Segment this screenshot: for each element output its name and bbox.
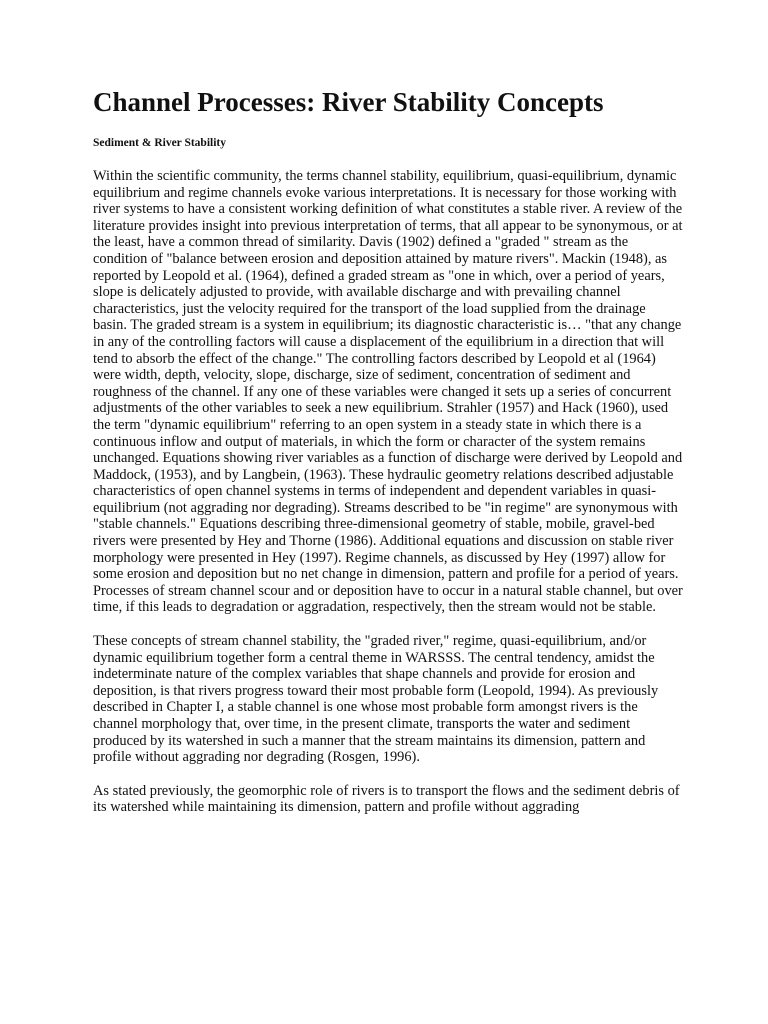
section-subtitle: Sediment & River Stability	[93, 137, 226, 149]
page-title: Channel Processes: River Stability Concepts	[93, 87, 604, 117]
paragraph-2: These concepts of stream channel stability, the "graded river," regime, quasi-equilibrium, and/or dynamic equilibrium together form a central theme in WARSSS. The central tendency, amidst the indeterminate nature of the complex variables that shape channels and provide for erosion and deposition, is that rivers progress toward their most probable form (Leopold, 1994). As previously described in Chapter I, a stable channel is one whose most probable form amongst rivers is the channel morphology that, over time, in the present climate, transports the water and sediment produced by its watershed in such a manner that the stream maintains its dimension, pattern and profile without aggrading nor degrading (Rosgen, 1996).	[93, 633, 659, 766]
paragraph-3: As stated previously, the geomorphic role of rivers is to transport the flows and the sediment debris of its watershed while maintaining its dimension, pattern and profile without aggrading	[93, 782, 680, 816]
body-text	[93, 168, 683, 816]
paragraph-1: Within the scientific community, the terms channel stability, equilibrium, quasi-equilibrium, dynamic equilibrium and regime channels evoke various interpretations. It is necessary for those working with river systems to have a consistent working definition of what constitutes a stable river. A review of the literature provides insight into previous interpretation of terms, that all appear to be synonymous, or at the least, have a common thread of similarity. Davis (1902) defined a "graded " stream as the condition of "balance between erosion and deposition attained by mature rivers". Mackin (1948), as reported by Leopold et al. (1964), defined a graded stream as "one in which, over a period of years, slope is delicately adjusted to provide, with available discharge and with prevailing channel characteristics, just the velocity required for the transport of the load supplied from the drainage basin. The graded stream is a system in equilibrium; its diagnostic characteristic is… "that any change in any of the controlling factors will cause a displacement of the equilibrium in a direction that will tend to absorb the effect of the change." The controlling factors described by Leopold et al (1964) were width, depth, velocity, slope, discharge, size of sediment, concentration of sediment and roughness of the channel. If any one of these variables were changed it sets up a series of concurrent adjustments of the other variables to seek a new equilibrium. Strahler (1957) and Hack (1960), used the term "dynamic equilibrium" referring to an open system in a steady state in which there is a continuous inflow and output of materials, in which the form or character of the system remains unchanged. Equations showing river variables as a function of discharge were derived by Leopold and Maddock, (1953), and by Langbein, (1963). These hydraulic geometry relations described adjustable characteristics of open channel systems in terms of independent and dependent variables in quasi-equilibrium (not aggrading nor degrading). Streams described to be "in regime" are synonymous with "stable channels." Equations describing three-dimensional geometry of stable, mobile, gravel-bed rivers were presented by Hey and Thorne (1986). Additional equations and discussion on stable river morphology were presented in Hey (1997). Regime channels, as discussed by Hey (1997) allow for some erosion and deposition but no net change in dimension, pattern and profile for a period of years. Processes of stream channel scour and or deposition have to occur in a natural stable channel, but over time, if this leads to degradation or aggradation, respectively, then the stream would not be stable.	[93, 168, 683, 616]
document-page	[93, 86, 683, 833]
